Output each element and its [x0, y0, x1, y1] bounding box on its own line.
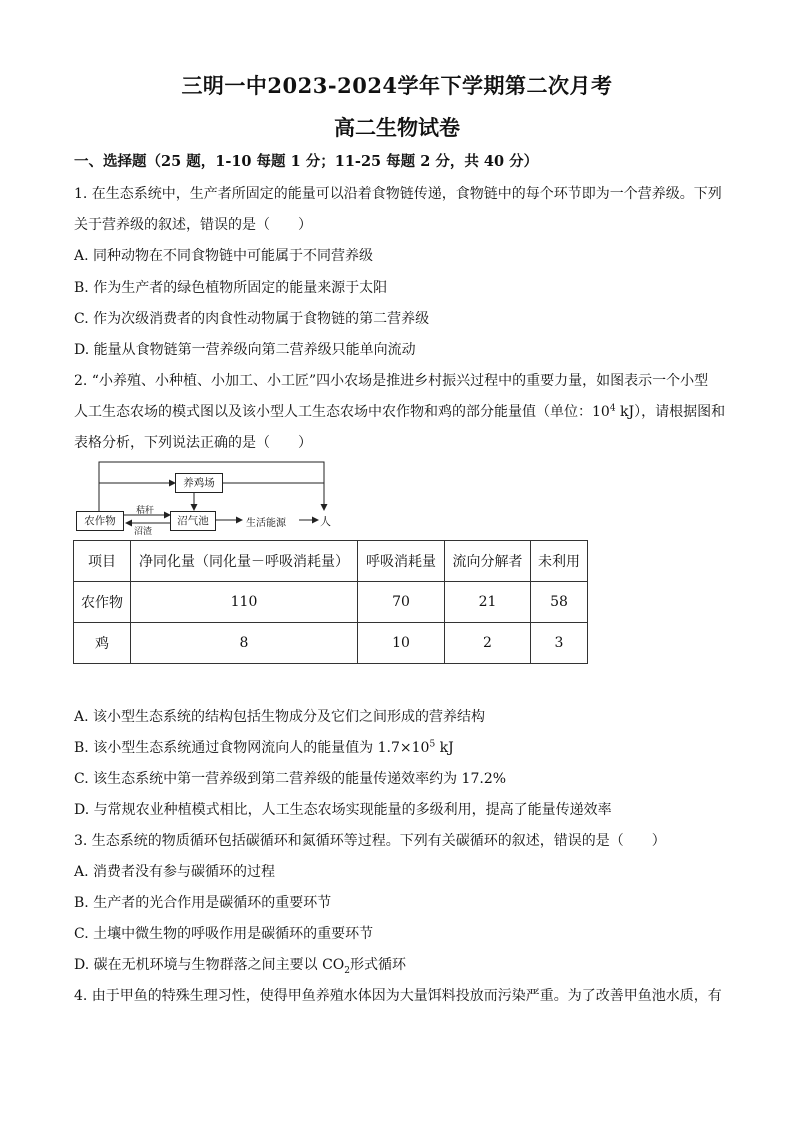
q2-stem-line3: 表格分析，下列说法正确的是（ ） [74, 435, 312, 451]
diagram-residue-label: 沼渣 [134, 527, 153, 537]
diagram-crops: 农作物 [76, 511, 124, 531]
table-cell: 58 [531, 582, 588, 623]
q2-option-d: D. 与常规农业种植模式相比，人工生态农场实现能量的多级利用，提高了能量传递效率 [74, 802, 612, 818]
q2-option-a: A. 该小型生态系统的结构包括生物成分及它们之间形成的营养结构 [74, 709, 486, 725]
table-header-cell: 项目 [74, 541, 131, 582]
table-cell: 农作物 [74, 582, 131, 623]
q1-option-c: C. 作为次级消费者的肉食性动物属于食物链的第二营养级 [74, 311, 430, 327]
table-header-cell: 净同化量（同化量－呼吸消耗量） [131, 541, 358, 582]
table-cell: 70 [358, 582, 445, 623]
table-cell: 鸡 [74, 623, 131, 664]
table-cell: 10 [358, 623, 445, 664]
table-row [74, 582, 588, 623]
q1-option-b: B. 作为生产者的绿色植物所固定的能量来源于太阳 [74, 280, 388, 296]
farm-diagram [74, 460, 344, 535]
q1-stem-line2: 关于营养级的叙述，错误的是（ ） [74, 217, 312, 233]
diagram-human: 人 [320, 515, 331, 528]
q1-option-a: A. 同种动物在不同食物链中可能属于不同营养级 [74, 248, 374, 264]
table-row [74, 623, 588, 664]
q2-option-b: B. 该小型生态系统通过食物网流向人的能量值为 $1.7\times 10^5$ kJ [74, 739, 454, 756]
table-header-row [74, 541, 588, 582]
q3-option-a: A. 消费者没有参与碳循环的过程 [74, 864, 276, 880]
table-cell: 21 [445, 582, 531, 623]
diagram-chicken-farm: 养鸡场 [175, 473, 223, 493]
table-header-cell: 呼吸消耗量 [358, 541, 445, 582]
q2-option-c: C. 该生态系统中第一营养级到第二营养级的能量传递效率约为 17.2% [74, 771, 507, 787]
q4-stem: 4. 由于甲鱼的特殊生理习性，使得甲鱼养殖水体因为大量饵料投放而污染严重。为了改善甲鱼池水质，有 [74, 988, 722, 1004]
q2-stem-line1: 2. “小养殖、小种植、小加工、小工匠”四小农场是推进乡村振兴过程中的重要力量，如图表示一个小型 [74, 373, 709, 389]
section-heading: 一、选择题（25 题，1-10 每题 1 分；11-25 每题 2 分，共 40 分） [74, 153, 539, 170]
q1-stem-line1: 1. 在生态系统中，生产者所固定的能量可以沿着食物链传递，食物链中的每个环节即为一个营养级。下列 [74, 186, 722, 202]
table-header-cell: 流向分解者 [445, 541, 531, 582]
q3-option-d: D. 碳在无机环境与生物群落之间主要以 $CO_2$形式循环 [74, 957, 406, 976]
diagram-energy: 生活能源 [246, 518, 286, 529]
exam-subtitle: 高二生物试卷 [334, 115, 460, 140]
energy-table [73, 540, 588, 664]
q2-stem-line2: 人工生态农场的模式图以及该小型人工生态农场中农作物和鸡的部分能量值（单位：$10^4$ kJ），请根据图和 [74, 403, 726, 420]
q1-option-d: D. 能量从食物链第一营养级向第二营养级只能单向流动 [74, 342, 416, 358]
table-cell: 3 [531, 623, 588, 664]
q3-stem: 3. 生态系统的物质循环包括碳循环和氮循环等过程。下列有关碳循环的叙述，错误的是（ ） [74, 833, 666, 849]
q3-option-b: B. 生产者的光合作用是碳循环的重要环节 [74, 895, 332, 911]
diagram-biogas: 沼气池 [170, 511, 216, 531]
diagram-straw-label: 秸秆 [136, 506, 155, 516]
table-header-cell: 未利用 [531, 541, 588, 582]
table-cell: 8 [131, 623, 358, 664]
table-cell: 110 [131, 582, 358, 623]
q3-option-c: C. 土壤中微生物的呼吸作用是碳循环的重要环节 [74, 926, 374, 942]
exam-title: 三明一中2023-2024学年下学期第二次月考 [181, 73, 613, 98]
table-cell: 2 [445, 623, 531, 664]
